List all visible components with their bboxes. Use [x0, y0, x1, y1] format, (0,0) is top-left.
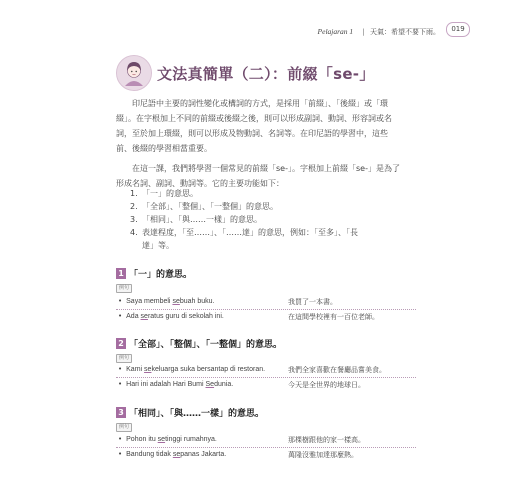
- intro-line: 前、後綴的學習相當重要。: [116, 144, 212, 153]
- bullet: •: [118, 297, 123, 305]
- function-list: [130, 187, 410, 252]
- example-text: Saya membeli: [126, 298, 173, 305]
- page-title: 文法真簡單（二）：前綴「se-」: [157, 65, 375, 83]
- page-number: 019: [446, 22, 470, 37]
- example-row: [118, 380, 233, 388]
- translation: 我們全家喜歡在餐廳品嘗美食。: [288, 366, 386, 374]
- list-continuation: 達」等。: [142, 241, 174, 250]
- bullet: •: [118, 312, 123, 320]
- translation: 萬隆沒雅加達那麼熱。: [288, 451, 358, 459]
- example-text: keluarga suka bersantap di restoran.: [151, 366, 266, 373]
- bullet: •: [118, 450, 123, 458]
- lesson-topic: 天氣：希望不要下雨。: [370, 28, 440, 36]
- section-number: 2: [116, 338, 126, 349]
- example-row: [118, 297, 215, 305]
- teacher-avatar-icon: [116, 55, 152, 91]
- example-text: Ada: [126, 313, 141, 320]
- prefix-highlight: Se: [205, 381, 215, 388]
- section-heading-text: 「全部」、「整個」、「一整個」的意思。: [129, 340, 283, 350]
- prefix-highlight: se: [157, 436, 166, 443]
- list-number: 3.: [130, 215, 138, 224]
- dotted-divider: [116, 377, 416, 378]
- prefix-highlight: se: [172, 298, 180, 305]
- intro-line: 在這一課，我們將學習一個常見的前綴「se-」。字根加上前綴「se-」是為了: [132, 164, 400, 173]
- list-item: [130, 200, 410, 213]
- section-heading-3: [116, 406, 264, 419]
- section-number: 3: [116, 407, 126, 418]
- section-heading-1: [116, 267, 192, 280]
- dotted-divider: [116, 447, 416, 448]
- dotted-divider: [116, 309, 416, 310]
- running-header: [318, 27, 440, 37]
- prefix-highlight: se: [140, 313, 148, 320]
- intro-line: 綴」。在字根加上不同的前綴或後綴之後，則可以形成副詞、動詞、形容詞或名: [116, 114, 392, 123]
- list-text: 表達程度，「至……」、「……達」的意思，例如：「至多」、「長: [142, 228, 358, 237]
- example-row: [118, 365, 265, 373]
- list-number: 1.: [130, 189, 138, 198]
- intro-paragraph-1: [116, 96, 412, 156]
- list-number: 2.: [130, 202, 138, 211]
- list-item: [130, 213, 410, 226]
- example-tag: 例句: [116, 284, 132, 293]
- example-text: tinggi rumahnya.: [165, 436, 217, 443]
- list-text: 「一」的意思。: [142, 189, 198, 198]
- example-text: Hari ini adalah Hari Bumi: [126, 381, 206, 388]
- section-heading-2: [116, 337, 282, 350]
- translation: 在這間學校裡有一百位老師。: [288, 313, 379, 321]
- intro-line: 印尼語中主要的詞性變化或構詞的方式，是採用「前綴」、「後綴」或「環: [132, 99, 388, 108]
- list-number: 4.: [130, 228, 138, 237]
- list-item: [130, 226, 410, 239]
- example-tag: 例句: [116, 423, 132, 432]
- example-text: ratus guru di sekolah ini.: [147, 313, 224, 320]
- intro-line: 詞，至於加上環綴，則可以形成及物動詞、名詞等。在印尼語的學習中，這些: [116, 129, 388, 138]
- translation: 我買了一本書。: [288, 298, 337, 306]
- list-text: 「全部」、「整個」、「一整個」的意思。: [142, 202, 278, 211]
- example-text: panas Jakarta.: [180, 451, 227, 458]
- example-text: Pohon itu: [126, 436, 158, 443]
- lesson-label: Pelajaran 1: [317, 27, 354, 36]
- translation: 那棵樹跟他的家一樣高。: [288, 436, 365, 444]
- prefix-highlight: se: [172, 451, 181, 458]
- translation: 今天是全世界的地球日。: [288, 381, 365, 389]
- example-tag: 例句: [116, 354, 132, 363]
- list-item: [130, 187, 410, 200]
- bullet: •: [118, 365, 123, 373]
- example-text: Bandung tidak: [126, 451, 173, 458]
- bullet: •: [118, 380, 123, 388]
- list-text: 「相同」、「與……一樣」的意思。: [142, 215, 262, 224]
- bullet: •: [118, 435, 123, 443]
- example-row: [118, 312, 224, 320]
- example-text: buah buku.: [179, 298, 215, 305]
- section-heading-text: 「一」的意思。: [129, 270, 193, 280]
- prefix-highlight: se: [144, 366, 152, 373]
- intro-line: 形成名詞、副詞、動詞等。它的主要功能如下：: [116, 179, 284, 188]
- example-row: [118, 435, 217, 443]
- example-text: dunia.: [214, 381, 234, 388]
- section-number: 1: [116, 268, 126, 279]
- example-text: Kami: [126, 366, 145, 373]
- example-row: [118, 450, 226, 458]
- section-heading-text: 「相同」、「與……一樣」的意思。: [129, 409, 265, 419]
- header-separator: |: [362, 28, 365, 36]
